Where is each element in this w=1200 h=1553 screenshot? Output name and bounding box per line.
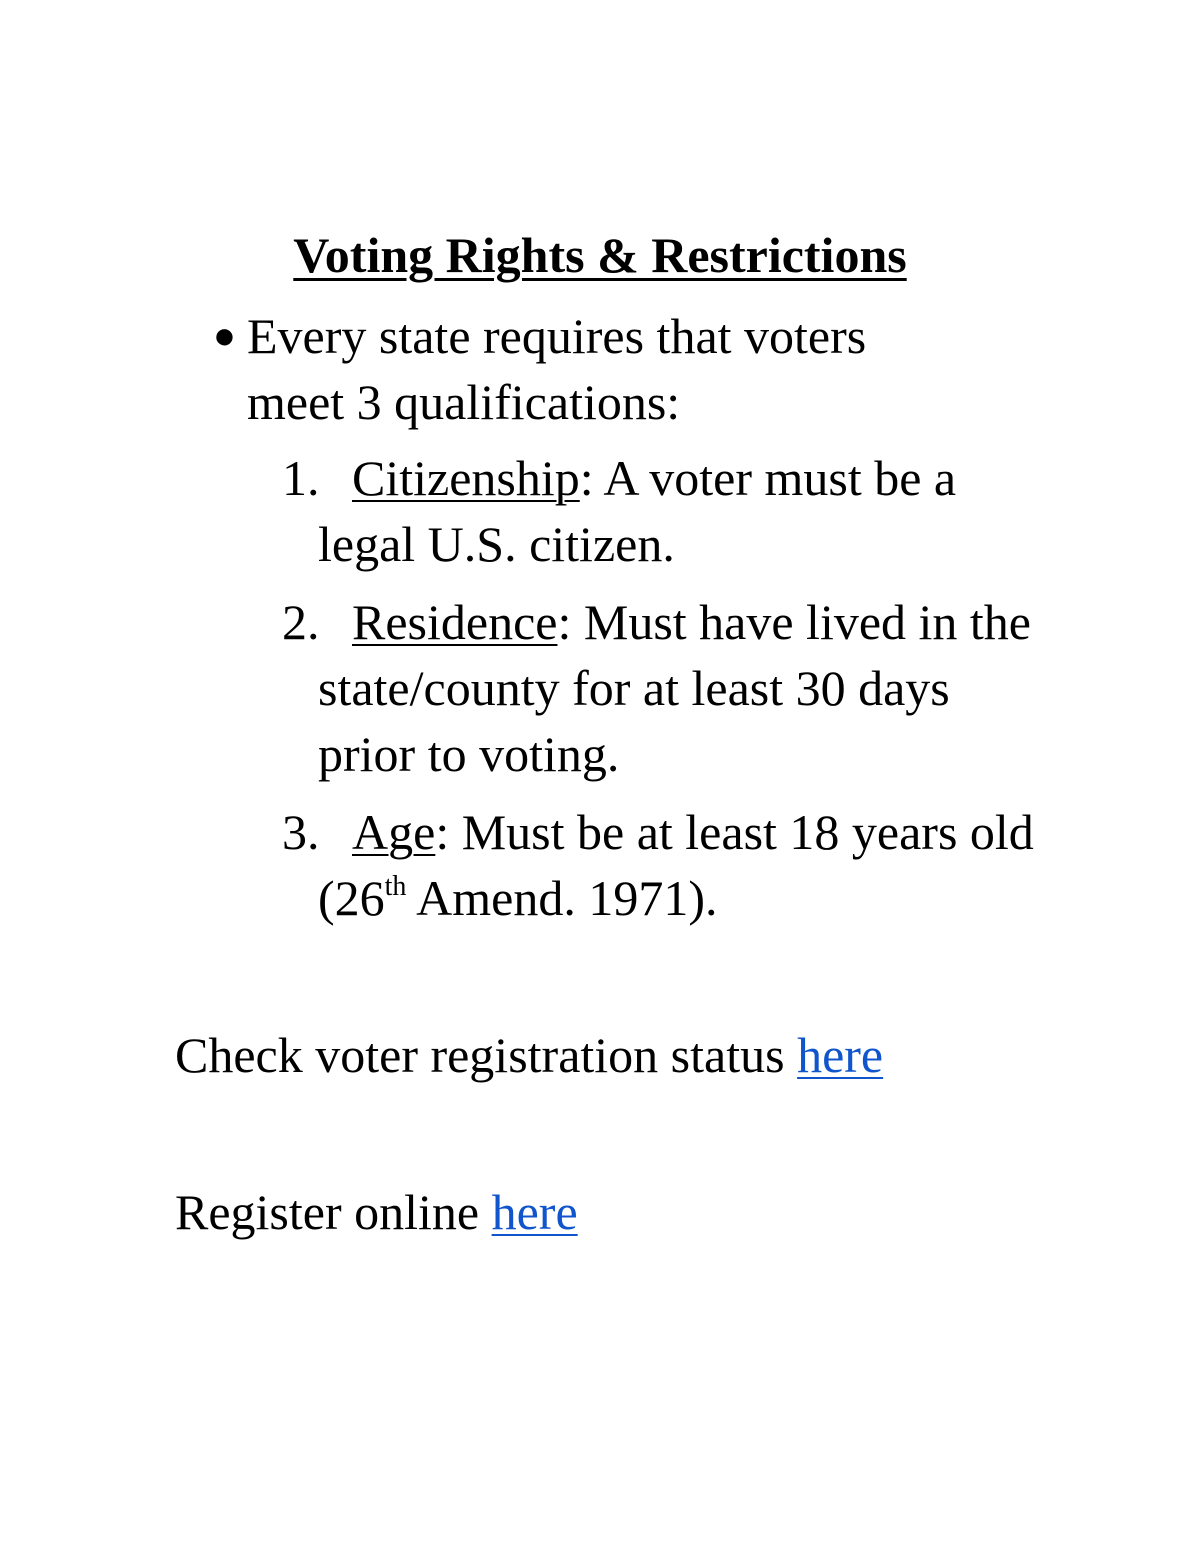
register-online-text: Register online	[175, 1184, 492, 1240]
description-citizenship: : A voter must be a legal U.S. citizen.	[318, 450, 957, 572]
term-citizenship: Citizenship	[352, 450, 580, 506]
term-residence: Residence	[352, 594, 558, 650]
bullet-icon: ●	[213, 315, 236, 357]
check-registration-text: Check voter registration status	[175, 1027, 798, 1083]
list-item-number: 1.	[282, 450, 320, 506]
check-registration-line	[175, 1022, 1075, 1088]
check-registration-link[interactable]: here	[797, 1027, 884, 1083]
description-residence: : Must have lived in the state/county for at least 30 days prior to voting.	[318, 594, 1032, 782]
qualifications-intro	[213, 303, 1013, 435]
page-title: Voting Rights & Restrictions	[293, 227, 907, 283]
list-item-age	[282, 799, 1042, 931]
description-age-before: : Must be at least 18 years old (26	[318, 804, 1034, 926]
superscript-th: th	[384, 871, 407, 902]
term-age: Age	[352, 804, 436, 860]
list-item-citizenship	[282, 445, 1042, 577]
list-item-residence	[282, 589, 1042, 787]
list-item-number: 3.	[282, 804, 320, 860]
intro-text: Every state requires that voters meet 3 qualifications:	[247, 308, 867, 430]
description-age-after: Amend. 1971).	[406, 870, 718, 926]
register-online-line	[175, 1179, 1075, 1245]
list-item-number: 2.	[282, 594, 320, 650]
register-online-link[interactable]: here	[491, 1184, 578, 1240]
